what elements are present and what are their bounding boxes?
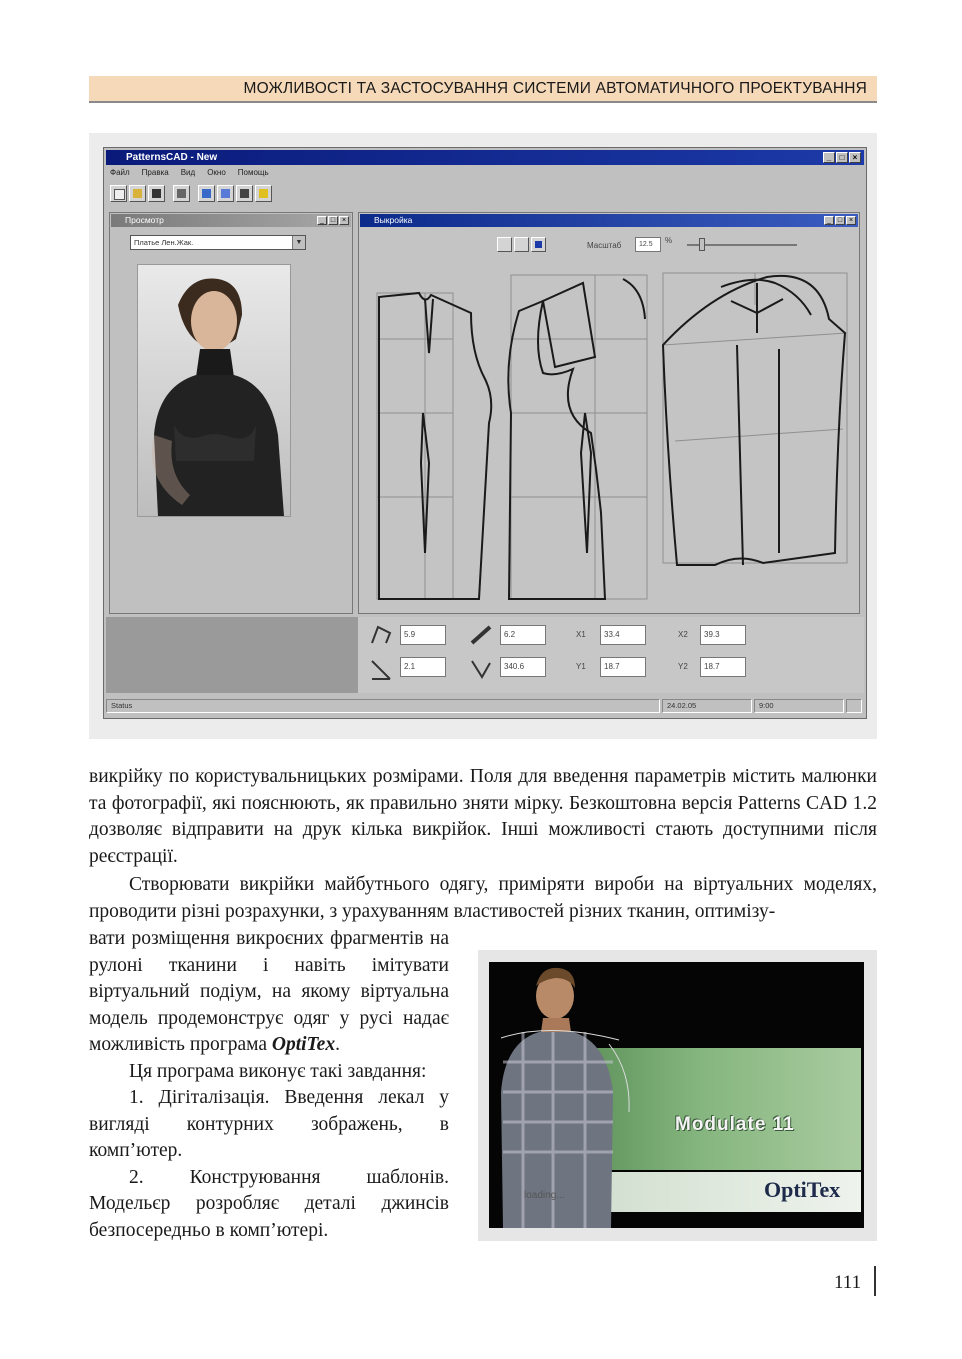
length-field[interactable]: 5.9 [400,625,446,645]
menu-help[interactable]: Помощь [237,168,269,177]
avatar-figure [489,962,669,1228]
model-photo [137,264,291,517]
preview-icon[interactable] [198,185,215,202]
page-number-rule [874,1266,876,1296]
optitex-splash-screen [489,962,864,1228]
y2-field[interactable]: 18.7 [700,657,746,677]
maximize-icon[interactable]: □ [836,152,848,163]
scale-unit: % [665,236,673,245]
menu-file[interactable]: Файл [110,168,130,177]
rotate-field[interactable]: 340.6 [500,657,546,677]
close-icon[interactable]: × [846,216,856,225]
paragraph-2-continued [89,926,449,1059]
scale-label: Масштаб [587,241,622,250]
app-title: PatternsCAD - New [126,152,218,163]
status-text: Status [106,699,660,713]
pattern-window [358,212,860,614]
ruler-field[interactable]: 6.2 [500,625,546,645]
app-titlebar [106,150,864,165]
loading-text: loading... [524,1190,565,1201]
optitex-brand: OptiTex [271,1034,336,1055]
ruler-icon [468,623,494,647]
x2-field[interactable]: 39.3 [700,625,746,645]
rotate-icon [468,657,494,681]
menu-edit[interactable]: Правка [141,168,169,177]
toolbar [110,185,272,205]
x1-label: X1 [576,630,586,639]
optitex-logo: OptiTex [764,1177,841,1202]
x2-label: X2 [678,630,688,639]
copy-tool-icon[interactable] [514,237,529,252]
running-header [89,76,877,103]
minimize-icon[interactable]: _ [823,152,835,163]
text-column [89,926,449,1244]
x1-field[interactable]: 33.4 [600,625,646,645]
angle-icon [368,657,394,681]
measure-icon[interactable] [236,185,253,202]
preview-window [109,212,353,614]
list-item-2: 2. Конструювання шаблонів. Модельєр розробляє деталі джинсів безпосередньо в комп’ютері. [89,1166,449,1241]
open-folder-icon[interactable] [129,185,146,202]
patternscad-screenshot [89,133,877,739]
maximize-icon[interactable]: □ [328,216,338,225]
paragraph-2: Створювати викрійки майбутнього одягу, приміряти вироби на віртуальних моделях, проводити різні розрахунки, з урахуванням властивостей різних тканин, оптимізу- [89,874,877,922]
app-window [103,147,867,719]
preview-window-titlebar [111,214,351,227]
y1-field[interactable]: 18.7 [600,657,646,677]
resize-grip-icon[interactable] [846,699,862,713]
model-select[interactable] [130,235,306,250]
scale-slider-handle[interactable] [699,238,705,251]
pattern-drawing [359,253,859,601]
page-number: 111 [834,1272,862,1293]
model-select-value: Платье Лен.Жак. [134,238,194,247]
paragraph-2-text: вати розміщення викроєних фрагментів на рулоні тканини і навіть імітувати віртуальний подіум, на якому віртуальна модель продемонструє одяг у русі надає можливість програма [89,928,449,1055]
lower-empty-panel [106,617,358,693]
status-date: 24.02.05 [662,699,752,713]
close-icon[interactable]: × [849,152,861,163]
product-name: Modulate 11 [675,1114,795,1135]
minimize-icon[interactable]: _ [824,216,834,225]
grid-icon[interactable] [255,185,272,202]
y1-label: Y1 [576,662,586,671]
optitex-splash-figure [478,950,877,1241]
angle-field[interactable]: 2.1 [400,657,446,677]
maximize-icon[interactable]: □ [835,216,845,225]
preview-window-title: Просмотр [125,215,164,225]
pattern-window-title: Выкройка [374,215,413,225]
print-icon[interactable] [173,185,190,202]
screen-tool-icon[interactable] [531,237,546,252]
chevron-down-icon[interactable]: ▼ [292,236,305,249]
minimize-icon[interactable]: _ [317,216,327,225]
zoom-icon[interactable] [217,185,234,202]
paragraph-1: викрійку по користувальницьких розмірами. Поля для введення параметрів містить малюнки та фотографії, які пояснюють, як правильно зняти мірку. Безкоштовна версія Patterns CAD 1.2 дозволяє відправити на друк кілька викрійок. Інші можливості стають доступними після реєстрації. [89,766,877,867]
save-icon[interactable] [148,185,165,202]
menu-window[interactable]: Окно [207,168,226,177]
y2-label: Y2 [678,662,688,671]
statusbar [106,699,864,715]
paragraph-2-end: . [335,1034,340,1055]
status-time: 9:00 [754,699,844,713]
paragraph-3: Ця програма виконує такі завдання: [129,1060,427,1082]
menubar [110,168,269,182]
hand-tool-icon[interactable] [497,237,512,252]
list-item-1: 1. Дігіталізація. Введення лекал у вигляді контурних зображень, в комп’ютер. [89,1087,449,1161]
running-title: МОЖЛИВОСТІ ТА ЗАСТОСУВАННЯ СИСТЕМИ АВТОМАТИЧНОГО ПРОЕКТУВАННЯ [243,80,867,97]
close-icon[interactable]: × [339,216,349,225]
new-file-icon[interactable] [110,185,127,202]
pattern-window-titlebar [360,214,858,227]
menu-view[interactable]: Вид [180,168,196,177]
length-icon [368,623,394,647]
scale-input[interactable]: 12.5 [635,237,661,252]
parameters-panel [358,617,864,693]
